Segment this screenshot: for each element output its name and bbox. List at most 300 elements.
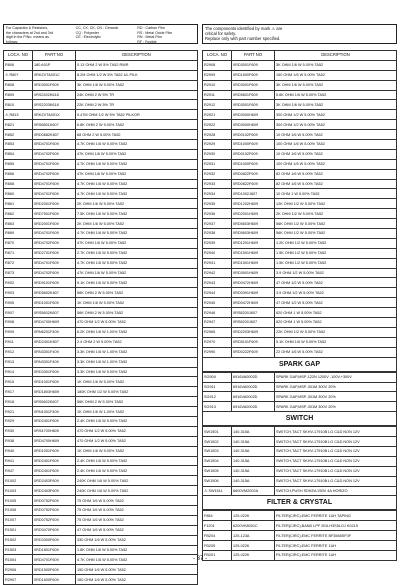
table-row (203, 258, 397, 268)
cell-description: 150 OHM 1/6 W 5.00% TA52 (275, 70, 397, 80)
cell-part-number: 0RD3001F609 (33, 80, 76, 90)
cell-part-number: 0RN3301F409 (33, 347, 76, 357)
cell-description: 820 OHM 1 W 5.00% TA52 (275, 318, 397, 328)
cell-part-number: 0RD4701F609 (33, 555, 76, 565)
cell-part-number: 0RD7501F609 (33, 209, 76, 219)
cell-part-number: 0RD0391H609 (232, 288, 275, 298)
cell-description: SPARK GAP,MSP-301M 300V 20% (275, 382, 397, 392)
table-row (203, 80, 397, 90)
cell-part-number: 0RD2403F609 (33, 476, 76, 486)
cell-description: 75 OHM 1/6 W 5.00% TA52 (76, 496, 198, 506)
cell-description: 1.8K OHM 1/6 W 5.00% TA52 (76, 545, 198, 555)
cell-description: 75 OHM 1/6 W 5.00% TA52 (76, 505, 198, 515)
cell-part-number: 125-022K (232, 541, 275, 551)
cell-description: 3K OHM 1/6 W 5.00% TA52 (275, 60, 397, 70)
cell-location: R852 (4, 130, 33, 140)
table-row (4, 238, 198, 248)
cell-location: R821 (4, 120, 33, 130)
cell-location: R809 (4, 90, 33, 100)
cell-description: SWITCH,TACT SKHV-17910B LG C&D NON 12V (275, 466, 397, 476)
cell-description: 470 OHM 1/2 W 5.00% TA52 (76, 436, 198, 446)
cell-location: R2911 (203, 90, 232, 100)
cell-part-number: 0RD4701F609 (33, 189, 76, 199)
cell-location: R2933 (203, 179, 232, 189)
cell-part-number: 125-123A (232, 531, 275, 541)
cell-location: R1002 (4, 476, 33, 486)
cell-location: ⚠ SW1511 (203, 486, 232, 496)
cell-description: 47 OHM 1/2 W 5.00% TA52 (275, 298, 397, 308)
cell-description: 240K OHM 1/6 W 5.00% TA52 (76, 476, 198, 486)
cell-location: R2945 (203, 298, 232, 308)
filter-table-body (203, 511, 397, 560)
table-header-row (4, 51, 198, 61)
table-row (4, 367, 198, 377)
cell-part-number: 0RD0102F609 (232, 130, 275, 140)
cell-description: 3.9 OHM 1/2 W 5.00% TA52 (275, 268, 397, 278)
cell-description: 300 OHM 1/2 W 5.00% TA52 (275, 120, 397, 130)
cell-location: R929 (4, 416, 33, 426)
table-row (4, 80, 198, 90)
table-row (203, 130, 397, 140)
cell-part-number: 0RN3301F409 (33, 357, 76, 367)
table-row (4, 466, 198, 476)
cell-part-number: 140-315A (232, 466, 275, 476)
cell-location: R2921 (203, 110, 232, 120)
cell-location: R2935 (203, 199, 232, 209)
table-row (4, 209, 198, 219)
page-number: - 37 - (192, 556, 207, 562)
cell-location: R2939 (203, 238, 232, 248)
table-row (203, 511, 397, 521)
cell-part-number: 0RD1001F609 (33, 446, 76, 456)
table-row (4, 377, 198, 387)
cell-location: R858 (4, 179, 33, 189)
parts-table-right-body (203, 60, 397, 357)
cell-location: SG911 (203, 382, 232, 392)
cell-description: 2.7K OHM 1/6 W 5.00% TA52 (76, 248, 198, 258)
cell-part-number: 0RD5602K607 (33, 288, 76, 298)
cell-part-number: 0RD4701F609 (33, 140, 76, 150)
cell-part-number: 0RS2203K618 (33, 100, 76, 110)
cell-location: FB204 (203, 531, 232, 541)
switch-table-body (203, 427, 397, 496)
cell-part-number: 0RN1001F409 (33, 407, 76, 417)
cell-location: SW1506 (203, 476, 232, 486)
table-row (4, 407, 198, 417)
section-title-switch: SWITCH (202, 412, 397, 426)
table-row (203, 456, 397, 466)
cell-location: R917 (4, 387, 33, 397)
cell-part-number: 140-315A (232, 437, 275, 447)
cell-description: 820 OHM 1 W 5.00% TA52 (275, 308, 397, 318)
table-row (203, 318, 397, 328)
cell-part-number: 0RKZVTA001X (33, 110, 76, 120)
table-row (4, 525, 198, 535)
table-row (4, 229, 198, 239)
col-header-part: PART NO (232, 51, 275, 61)
cell-part-number: 0RD0822F609 (232, 179, 275, 189)
legend-code: RS : Metal Oxide Film (137, 30, 173, 35)
cell-location: R947 (4, 466, 33, 476)
cell-description: 1K OHM 1/6 W 5.00% TA52 (76, 298, 198, 308)
col-header-part: PART NO (33, 51, 76, 61)
cell-location: R2965 (203, 327, 232, 337)
cell-part-number: 0RD0682K607 (33, 130, 76, 140)
cell-description: 4.7K OHM 1/6 W 5.00% TA52 (76, 258, 198, 268)
cell-location: R2941 (203, 258, 232, 268)
table-row (203, 179, 397, 189)
cell-location: R912 (4, 347, 33, 357)
cell-part-number: 0RD1501H609 (232, 248, 275, 258)
cell-part-number: 0RD0752F609 (33, 496, 76, 506)
cell-description: 47K OHM 1/6 W 5.00% TA52 (76, 169, 198, 179)
cell-description: 1.5K OHM 1/2 W 5.00% TA52 (275, 248, 397, 258)
spark-gap-table-body (203, 372, 397, 412)
table-row (203, 120, 397, 130)
cell-location: SG912 (203, 392, 232, 402)
cell-description: 2K OHM 1/6 W 5.00% TA52 (76, 199, 198, 209)
cell-description: 5.1K OHM 1/6 W 5.00% TA52 (275, 337, 397, 347)
table-row (203, 189, 397, 199)
cell-description: 240K OHM 1/6 W 5.00% TA52 (76, 486, 198, 496)
table-row (203, 308, 397, 318)
cell-part-number: 6200VK8001C (232, 521, 275, 531)
cell-location: F854 (203, 511, 232, 521)
cell-location: R2932 (203, 169, 232, 179)
legend-code: RD : Carbon Film (137, 26, 166, 30)
cell-location: SW1502 (203, 437, 232, 447)
table-row (4, 446, 198, 456)
cell-part-number: 0RD2401F609 (33, 466, 76, 476)
cell-location: R871 (4, 248, 33, 258)
cell-part-number: 0RS8200J607 (232, 308, 275, 318)
cell-description: 9.1K OHM 1/6 W 5.00% TA52 (76, 278, 198, 288)
cell-description: 3K OHM 1/6 W 5.00% TA52 (275, 100, 397, 110)
spark-gap-table (202, 372, 397, 413)
cell-part-number: 0RS8200J607 (232, 318, 275, 328)
cell-description: 470 OHM 1/2 W 5.00% TA52 (76, 318, 198, 328)
cell-description: 470 OHM 1/2 W 5.00% TA52 (76, 426, 198, 436)
cell-description: 47 OHM 1/2 W 5.00% TA52 (275, 278, 397, 288)
table-row (203, 219, 397, 229)
cell-description: SPARK GAP,MSP-122N 1200V -100V,+300V (275, 372, 397, 382)
table-row (4, 140, 198, 150)
cell-description: 300 OHM 1/2 W 5.00% TA52 (275, 110, 397, 120)
table-row (203, 427, 397, 437)
cell-part-number: 0RD5101F609 (232, 337, 275, 347)
cell-description: 10 OHM 1/6 W 5.00% TA52 (275, 130, 397, 140)
cell-location: R2944 (203, 288, 232, 298)
cell-location: R2937 (203, 219, 232, 229)
cell-location: R856 (4, 169, 33, 179)
cell-location: ⚠ R807 (4, 70, 33, 80)
cell-description: 2.4K OHM 1/6 W 5.00% TA52 (76, 456, 198, 466)
cell-part-number: 0RD0470F609 (33, 525, 76, 535)
cell-description: 2.4 OHM 2 W 5.00% TA52 (76, 337, 198, 347)
cell-part-number: 0RS6801K607 (33, 120, 76, 130)
cell-location: R862 (4, 209, 33, 219)
cell-location: R2931 (203, 159, 232, 169)
table-row (4, 298, 198, 308)
cell-part-number: 0RD2401F609 (33, 416, 76, 426)
col-header-loca: LOCA. NO (4, 51, 33, 61)
cell-part-number: 6600VM2002A (232, 486, 275, 496)
cell-location: R913 (4, 357, 33, 367)
cell-location: R915 (4, 377, 33, 387)
cell-part-number: 0RD4701F609 (33, 179, 76, 189)
cell-description: SPARK GAP,MSP-301M 300V 20% (275, 402, 397, 412)
cell-description: 100 OHM 1/6 W 5.00% TA52 (275, 140, 397, 150)
cell-location: R870 (4, 238, 33, 248)
table-row (4, 90, 198, 100)
cell-part-number: 6916VA0002D (232, 382, 275, 392)
cell-location: R2942 (203, 268, 232, 278)
cell-location: R2934 (203, 189, 232, 199)
cell-part-number: 0RD0822F609 (232, 169, 275, 179)
cell-description: 75 OHM 1/6 W 5.00% TA52 (76, 515, 198, 525)
cell-part-number: 0RD0222F609 (232, 347, 275, 357)
cell-location: R810 (4, 100, 33, 110)
cell-part-number: 140-315A (232, 456, 275, 466)
cell-part-number: 180 A01P (33, 60, 76, 70)
cell-part-number: 0RD1500F609 (33, 565, 76, 575)
cell-location: R2908 (203, 60, 232, 70)
cell-location: R921 (4, 407, 33, 417)
cell-part-number: 0RD2203H609 (232, 327, 275, 337)
cell-description: 22K OHM 2 W 5% TR (76, 100, 198, 110)
table-row (4, 159, 198, 169)
cell-part-number: 0RS5602K607 (33, 308, 76, 318)
cell-description: 22K OHM 1/2 W 5.00% TA52 (275, 327, 397, 337)
cell-description: 47K OHM 1/6 W 5.00% TA52 (76, 149, 198, 159)
cell-description: 330 OHM 1/6 W 5.00% TA52 (76, 535, 198, 545)
table-row (203, 70, 397, 80)
table-row (203, 100, 397, 110)
table-row (4, 189, 198, 199)
cell-location: R855 (4, 159, 33, 169)
cell-location: R1503 (4, 545, 33, 555)
section-title-filter-crystal: FILTER & CRYSTAL (202, 496, 397, 510)
cell-description: 6.2K OHM 1/6 W 1.00% TA52 (76, 327, 198, 337)
cell-description: 47K OHM 1/6 W 5.00% TA52 (76, 268, 198, 278)
cell-description: 56K OHM 2 W 5.00% TA52 (76, 288, 198, 298)
cell-description: FILTER(CIRC),EMC FERRITE 1UH TAPING (275, 511, 397, 521)
cell-location: R2922 (203, 120, 232, 130)
table-row (4, 515, 198, 525)
cell-location: R2929 (203, 140, 232, 150)
cell-location: R806 (4, 60, 33, 70)
cell-part-number: 0RD5603H609 (232, 219, 275, 229)
table-row (4, 337, 198, 347)
cell-location: R2930 (203, 149, 232, 159)
table-row (203, 486, 397, 496)
cell-part-number: 0RD2701F609 (33, 248, 76, 258)
cell-description: 4.7K OHM 1/6 W 5.00% TA52 (76, 189, 198, 199)
cell-description: SWITCH,TACT SKHV-17910B LG C&D NON 12V (275, 456, 397, 466)
cell-description: 150 OHM 1/6 W 5.00% TA52 (76, 565, 198, 575)
cell-location: SG904 (203, 372, 232, 382)
cell-description: 56K OHM 2 W 5.00% TA52 (76, 308, 198, 318)
table-row (4, 545, 198, 555)
table-row (4, 505, 198, 515)
cell-description: SWITCH,TACT SKHV-17910B LG C&D NON 12V (275, 446, 397, 456)
table-row (4, 110, 198, 120)
cell-description: SPARK GAP,MSP-301M 300V 20% (275, 392, 397, 402)
cell-description: 3.3K OHM 1/6 W 1.00% TA52 (76, 347, 198, 357)
cell-part-number: 0RD1201H609 (232, 238, 275, 248)
table-row (4, 347, 198, 357)
cell-part-number: 0RD1801F609 (33, 545, 76, 555)
cell-location: R2909 (203, 70, 232, 80)
cell-location: R2943 (203, 278, 232, 288)
cell-part-number: 0RKZVTA001C (33, 70, 76, 80)
table-row (4, 268, 198, 278)
cell-description: 3.3K OHM 1/6 W 1.00% TA52 (76, 357, 198, 367)
cell-part-number: 0RD3001F609 (232, 100, 275, 110)
cell-location: FB205 (203, 541, 232, 551)
table-row (203, 278, 397, 288)
cell-part-number: 0RD1000F609 (232, 140, 275, 150)
cell-description: 68 OHM 2 W 5.00% TA52 (76, 130, 198, 140)
safety-notice-line: Replace only with part number specified. (205, 36, 281, 42)
cell-part-number: 0RD4700H609 (33, 318, 76, 328)
table-row (203, 541, 397, 551)
cell-location: R2940 (203, 248, 232, 258)
table-row (4, 179, 198, 189)
cell-description: FILTER(CIRC),EMC FERRITE 1UH (275, 550, 397, 560)
safety-notice-line: The components identified by mark ⚠ are (205, 26, 283, 31)
safety-notice-line: critical for safety. (205, 31, 237, 37)
cell-part-number: 0RD1803H609 (33, 387, 76, 397)
cell-location: R905 (4, 298, 33, 308)
cell-description: 56K OHM 1/2 W 5.00% TA52 (275, 229, 397, 239)
cell-part-number: 0RD1202H609 (232, 199, 275, 209)
legend-code: CQ : Polyester (75, 30, 99, 35)
cell-location: R2936 (203, 209, 232, 219)
table-row (4, 60, 198, 70)
cell-part-number: 0RD3000H609 (232, 110, 275, 120)
cell-location: R1006 (4, 505, 33, 515)
cell-location: R2990 (203, 347, 232, 357)
legend-code: CC, CX, CK, CN : Ceramic (75, 26, 119, 30)
table-row (203, 268, 397, 278)
cell-part-number: 0RD2401K607 (33, 337, 76, 347)
legend-code: RF : Fusible (137, 39, 157, 44)
table-row (203, 347, 397, 357)
cell-location: FB201 (203, 550, 232, 560)
table-row (203, 199, 397, 209)
cell-description: 0.47M OHM 1/2 W 5% TA52 PILKOR (76, 110, 198, 120)
cell-location: SG913 (203, 402, 232, 412)
legend-code: RN : Metal Film (137, 35, 163, 40)
col-header-loca: LOCA. NO (203, 51, 232, 61)
table-row (203, 90, 397, 100)
cell-location: R908 (4, 318, 33, 328)
table-row (4, 318, 198, 328)
cell-part-number: 0RS2402K618 (33, 90, 76, 100)
cell-location: R914 (4, 367, 33, 377)
table-row (203, 60, 397, 70)
cell-part-number: 0RD3300F609 (33, 535, 76, 545)
cell-description: 47 OHM 1/6 W 5.00% TA52 (76, 525, 198, 535)
cell-location: F1201 (203, 521, 232, 531)
cell-location: R2946 (203, 308, 232, 318)
cell-part-number: 0RD1001F609 (33, 377, 76, 387)
table-row (203, 149, 397, 159)
legend-capacitor-codes (76, 26, 138, 42)
table-row (4, 327, 198, 337)
table-header-row (203, 51, 397, 61)
cell-location: R941 (4, 456, 33, 466)
cell-description: 1.2K OHM 1/2 W 5.00% TA52 (275, 238, 397, 248)
cell-part-number: 0RD0472H609 (232, 298, 275, 308)
table-row (203, 446, 397, 456)
cell-location: R907 (4, 308, 33, 318)
cell-location: SW1505 (203, 466, 232, 476)
cell-description: 22 OHM 1/6 W 5.00% TA52 (275, 347, 397, 357)
cell-part-number: 0RD4700H609 (33, 436, 76, 446)
table-row (203, 209, 397, 219)
cell-part-number: 0RN6201F409 (33, 327, 76, 337)
filter-table (202, 510, 397, 560)
cell-description: FILTER(CIRC),EMC FERRITE BF3566SF0F (275, 531, 397, 541)
cell-description: 160 OHM 1/6 W 5.00% TA52 (76, 575, 198, 585)
cell-description: 3.9 OHM 1/2 W 5.00% TA52 (275, 288, 397, 298)
cell-location: R1003 (4, 486, 33, 496)
table-row (203, 248, 397, 258)
cell-location: R930 (4, 426, 33, 436)
cell-description: 4.7K OHM 1/6 W 5.00% TA52 (76, 179, 198, 189)
table-row (4, 436, 198, 446)
cell-location: R1504 (4, 555, 33, 565)
cell-part-number: 125-022K (232, 550, 275, 560)
cell-description: 1K OHM 1/6 W 5.00% TA52 (76, 446, 198, 456)
col-header-desc: DESCRIPTION (275, 51, 397, 61)
table-row (4, 387, 198, 397)
cell-description: SWITCH,TACT SKHV-17910B LG C&D NON 12V (275, 427, 397, 437)
cell-description: 5.6K OHM 1/6 W 5.00% TA52 (275, 90, 397, 100)
cell-part-number: 6916VA0002D (232, 392, 275, 402)
cell-part-number: 0RD4701F609 (33, 159, 76, 169)
cell-part-number: 0RD3301F609 (33, 367, 76, 377)
cell-description: 82 OHM 1/6 W 5.00% TA52 (275, 179, 397, 189)
cell-part-number: 0RD2001H609 (232, 209, 275, 219)
cell-part-number: 6916VA0002D (232, 372, 275, 382)
table-row (203, 531, 397, 541)
cell-location: SW1503 (203, 446, 232, 456)
cell-description: FILTER(CIRC),EMC FERRITE 1UH (275, 541, 397, 551)
legend-note (6, 26, 76, 42)
table-row (203, 521, 397, 531)
cell-description: SWITCH,TACT SKHV-17910B LG C&D NON 12V (275, 476, 397, 486)
cell-description: 4.7K OHM 1/6 W 5.00% TA52 (76, 140, 198, 150)
table-row (4, 169, 198, 179)
cell-part-number: 0RD1600F609 (33, 575, 76, 585)
cell-part-number: 0RD4702F609 (33, 268, 76, 278)
legend-note-line: digit in the P/No. means as (6, 35, 49, 40)
cell-part-number: 0RD0752F609 (33, 515, 76, 525)
table-row (4, 258, 198, 268)
table-row (4, 496, 198, 506)
cell-description: 47K OHM 1/6 W 5.00% TA52 (76, 238, 198, 248)
cell-part-number: 0RD3000H609 (232, 120, 275, 130)
cell-part-number: 0RD4701F609 (33, 258, 76, 268)
table-row (203, 382, 397, 392)
cell-location: R869 (4, 229, 33, 239)
cell-description: 2K OHM 1/6 W 5.00% TA52 (76, 219, 198, 229)
cell-location: SW1504 (203, 456, 232, 466)
cell-description: 1K OHM 1/6 W 5.00% TA52 (76, 377, 198, 387)
